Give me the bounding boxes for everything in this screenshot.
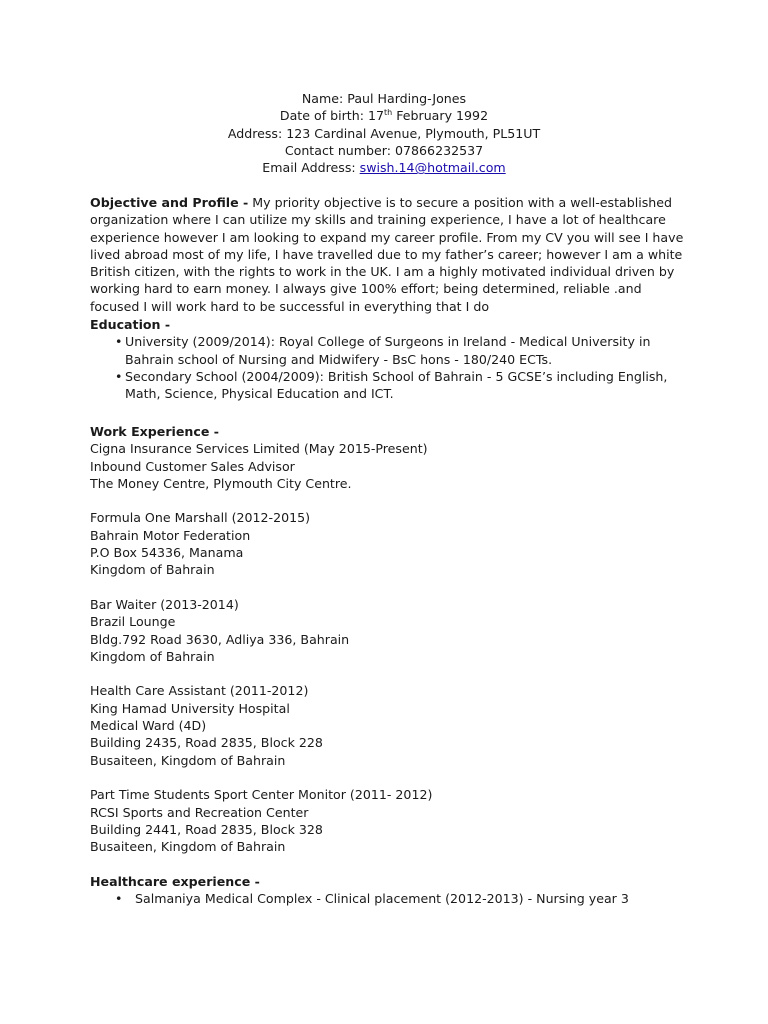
job-line: Cigna Insurance Services Limited (May 2015-Present) — [90, 441, 428, 457]
work-heading: Work Experience - — [90, 424, 219, 439]
bullet-icon: • — [115, 334, 123, 350]
bullet-icon: • — [115, 891, 123, 907]
job-line: Health Care Assistant (2011-2012) — [90, 683, 309, 699]
contact-header — [0, 90, 768, 176]
job-line: Inbound Customer Sales Advisor — [90, 458, 295, 474]
spacer — [90, 855, 690, 872]
job-line: Brazil Lounge — [90, 614, 176, 630]
dob-ordinal: th — [384, 108, 393, 118]
healthcare-item-text: Salmaniya Medical Complex - Clinical placement (2012-2013) - Nursing year 3 — [135, 891, 629, 907]
education-item-text: Secondary School (2004/2009): British School of Bahrain - 5 GCSE’s including English, Math, Science, Physical Education and ICT. — [125, 368, 668, 402]
education-item — [90, 333, 690, 368]
job-line: Building 2441, Road 2835, Block 328 — [90, 821, 323, 837]
spacer — [90, 769, 690, 786]
job-line: Kingdom of Bahrain — [90, 562, 215, 578]
job-line: Busaiteen, Kingdom of Bahrain — [90, 839, 286, 855]
address-line: Address: 123 Cardinal Avenue, Plymouth, PL51UT — [227, 125, 541, 141]
spacer — [90, 665, 690, 682]
work-section — [90, 423, 690, 907]
job-line: Part Time Students Sport Center Monitor (2011- 2012) — [90, 787, 433, 803]
job-line: Bldg.792 Road 3630, Adliya 336, Bahrain — [90, 631, 350, 647]
healthcare-item — [90, 890, 690, 907]
education-section — [90, 316, 690, 402]
job-line: Busaiteen, Kingdom of Bahrain — [90, 752, 286, 768]
objective-text: My priority objective is to secure a position with a well-established organization where I can utilize my skills and training experience, I have a lot of healthcare experience however I am looking to expand my career profile. From my CV you will see I have lived abroad most of my life, I have travelled due to my father’s career; however I am a white British citizen, with the rights to work in the UK. I am a highly motivated individual driven by working hard to earn money. I always give 100% effort; being determined, reliable .and focused I will work hard to be successful in everything that I do — [90, 195, 684, 314]
job-line: The Money Centre, Plymouth City Centre. — [90, 475, 352, 491]
job-line: Building 2435, Road 2835, Block 228 — [90, 735, 323, 751]
healthcare-list — [90, 890, 690, 907]
dob-line — [0, 107, 768, 124]
contact-line: Contact number: 07866232537 — [284, 142, 484, 158]
job-line: Medical Ward (4D) — [90, 718, 207, 734]
bullet-icon: • — [115, 368, 123, 384]
spacer — [90, 492, 690, 509]
education-item-text: University (2009/2014): Royal College of Surgeons in Ireland - Medical University in Bahrain school of Nursing and Midwifery - BsC hons - 180/240 ECTs. — [125, 334, 651, 367]
healthcare-heading: Healthcare experience - — [90, 873, 260, 889]
job-line: P.O Box 54336, Manama — [90, 545, 244, 561]
education-list — [90, 333, 690, 402]
job-line: Bahrain Motor Federation — [90, 527, 251, 543]
job-line: King Hamad University Hospital — [90, 700, 290, 716]
name-line: Name: Paul Harding-Jones — [301, 91, 467, 106]
job-line: Bar Waiter (2013-2014) — [90, 596, 239, 612]
email-link[interactable]: swish.14@hotmail.com — [359, 160, 506, 176]
education-heading: Education - — [90, 317, 171, 332]
objective-section — [90, 194, 690, 315]
email-line — [0, 159, 768, 176]
job-line: RCSI Sports and Recreation Center — [90, 804, 309, 820]
job-line: Kingdom of Bahrain — [90, 648, 215, 664]
job-line: Formula One Marshall (2012-2015) — [90, 510, 311, 526]
dob-prefix: Date of birth: 17 — [279, 108, 384, 124]
spacer — [90, 579, 690, 596]
email-label: Email Address: — [262, 160, 360, 176]
education-item — [90, 368, 690, 403]
dob-suffix: February 1992 — [392, 108, 489, 124]
objective-heading: Objective and Profile - — [90, 195, 249, 210]
